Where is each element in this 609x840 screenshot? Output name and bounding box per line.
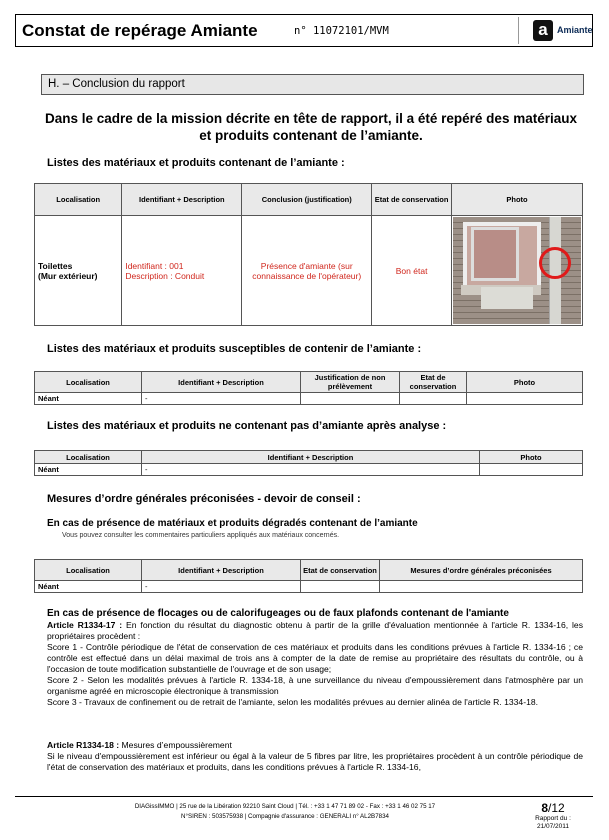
article-r1334-18-block: [47, 740, 583, 773]
flocages-body: [47, 620, 583, 708]
footer-company-info: DIAGissIMMO | 25 rue de la Libération 92210 Saint Cloud | Tél. : +33 1 47 71 89 02 - Fax : +33 1 46 02 75 17: [134, 803, 436, 810]
footer-divider: [15, 796, 593, 797]
table-row: [35, 464, 583, 476]
page-total: /12: [548, 801, 565, 815]
cell-empty: [467, 393, 583, 405]
article-label: Article R1334-17 :: [47, 620, 123, 630]
localisation-line2: (Mur extérieur): [38, 270, 98, 281]
article-r1334-17: [47, 620, 583, 642]
table-row: [35, 216, 583, 326]
article-r1334-18-body: Si le niveau d'empoussièrement est inférieur ou égal à la valeur de 5 fibres par litre, les propriétaires procèdent à un contrôle périodique de l'état de conservation des matériaux et produits, dans les conditions prévues à l'article R. 1334-16,: [47, 751, 583, 772]
cell-empty: [380, 581, 583, 593]
mesures-title: Mesures d’ordre générales préconisées - devoir de conseil :: [47, 493, 361, 505]
col-justification: Justification de non prélèvement: [301, 372, 400, 393]
report-date-label: Rapport du :: [535, 815, 571, 822]
intro-statement: Dans le cadre de la mission décrite en tête de rapport, il a été repéré des matériaux et produits contenant de l’amiante.: [45, 111, 577, 143]
cell-identifiant: [122, 216, 242, 326]
mesures-note: Vous pouvez consulter les commentaires particuliers appliqués aux matériaux concernés.: [62, 532, 340, 539]
cell-photo: [452, 216, 583, 326]
footer-siren-info: N°SIREN : 503575938 | Compagnie d'assurance : GENERALI n° AL2B7834: [181, 813, 389, 820]
report-date: 21/07/2011: [536, 823, 570, 830]
asbestos-materials-table: [34, 183, 583, 326]
article-text: En fonction du résultat du diagnostic obtenu à partir de la grille d'évaluation mentionnée à l'article R. 1334-16, les propriétaires procèdent :: [47, 620, 583, 641]
col-mesures: Mesures d’ordre générales préconisées: [380, 560, 583, 581]
table-row: [35, 393, 583, 405]
suspect-materials-table: [34, 371, 583, 405]
logo-letter: a: [533, 20, 553, 41]
score-1: Score 1 - Contrôle périodique de l'état de conservation de ces matériaux et produits dans les conditions prévues à l'article R. 1334-16 ; ce contrôle est effectué dans un délai maximal de trois ans à compter de la date de remise au propriétaire des résultats du contrôle, ou à l'occasion de toute modification substantielle de l'ouvrage et de son usage;: [47, 642, 583, 674]
col-identifiant: Identifiant + Description: [142, 560, 301, 581]
mesures-subtitle: En cas de présence de matériaux et produits dégradés contenant de l’amiante: [47, 518, 418, 529]
cell-localisation: Néant: [35, 581, 142, 593]
identifiant-value: Identifiant : 001: [125, 260, 184, 271]
report-number: n° 11072101/MVM: [294, 25, 389, 37]
cell-empty: [301, 393, 400, 405]
flocages-title: En cas de présence de flocages ou de calorifugeages ou de faux plafonds contenant de l'amiante: [47, 608, 509, 619]
page-current: 8: [541, 801, 548, 815]
cell-localisation: Néant: [35, 393, 142, 405]
photo-planter: [481, 287, 533, 309]
col-localisation: Localisation: [35, 560, 142, 581]
document-title: Constat de repérage Amiante: [22, 21, 258, 40]
col-localisation: Localisation: [35, 372, 142, 393]
list1-title: Listes des matériaux et produits contenant de l’amiante :: [47, 157, 345, 169]
cell-localisation: Néant: [35, 464, 142, 476]
list2-title: Listes des matériaux et produits susceptibles de contenir de l’amiante :: [47, 343, 422, 355]
col-identifiant: Identifiant + Description: [142, 451, 480, 464]
article-label: Article R1334-18 :: [47, 740, 120, 750]
cell-etat: Bon état: [372, 216, 452, 326]
col-etat: Etat de conservation: [301, 560, 380, 581]
negative-materials-table: [34, 450, 583, 476]
col-photo: Photo: [452, 184, 583, 216]
cell-empty: [301, 581, 380, 593]
col-identifiant: Identifiant + Description: [122, 184, 242, 216]
col-localisation: Localisation: [35, 184, 122, 216]
material-photo: [453, 217, 581, 324]
col-etat: Etat de conservation: [400, 372, 467, 393]
article-text: Mesures d’empoussièrement: [119, 740, 232, 750]
cell-conclusion: Présence d'amiante (sur connaissance de l'opérateur): [242, 216, 372, 326]
highlight-circle-icon: [539, 247, 571, 279]
col-photo: Photo: [467, 372, 583, 393]
report-date-block: [520, 815, 586, 831]
localisation-line1: Toilettes: [38, 260, 73, 271]
cell-identifiant: -: [142, 464, 480, 476]
cell-identifiant: -: [142, 581, 301, 593]
col-etat: Etat de conservation: [372, 184, 452, 216]
description-value: Description : Conduit: [125, 270, 205, 281]
col-localisation: Localisation: [35, 451, 142, 464]
table-row: [35, 581, 583, 593]
page-header: [15, 14, 593, 47]
cell-identifiant: -: [142, 393, 301, 405]
col-conclusion: Conclusion (justification): [242, 184, 372, 216]
logo-text: Amiante: [557, 25, 593, 35]
cell-localisation: [35, 216, 122, 326]
cell-empty: [400, 393, 467, 405]
col-identifiant: Identifiant + Description: [142, 372, 301, 393]
article-r1334-18: [47, 740, 583, 751]
score-2: Score 2 - Selon les modalités prévues à l'article R. 1334-18, à une surveillance du niveau d'empoussièrement dans l'atmosphère par un organisme agréé en microscopie électronique à transmission: [47, 675, 583, 696]
section-title: H. – Conclusion du rapport: [41, 74, 584, 95]
mesures-table: [34, 559, 583, 593]
cell-empty: [480, 464, 583, 476]
list3-title: Listes des matériaux et produits ne contenant pas d’amiante après analyse :: [47, 420, 447, 432]
page-number: [520, 801, 586, 815]
photo-window-pane: [471, 227, 519, 281]
col-photo: Photo: [480, 451, 583, 464]
amiante-logo: [518, 17, 593, 44]
score-3: Score 3 - Travaux de confinement ou de retrait de l'amiante, selon les modalités prévues au dernier alinéa de l'article R. 1334-18.: [47, 697, 539, 707]
